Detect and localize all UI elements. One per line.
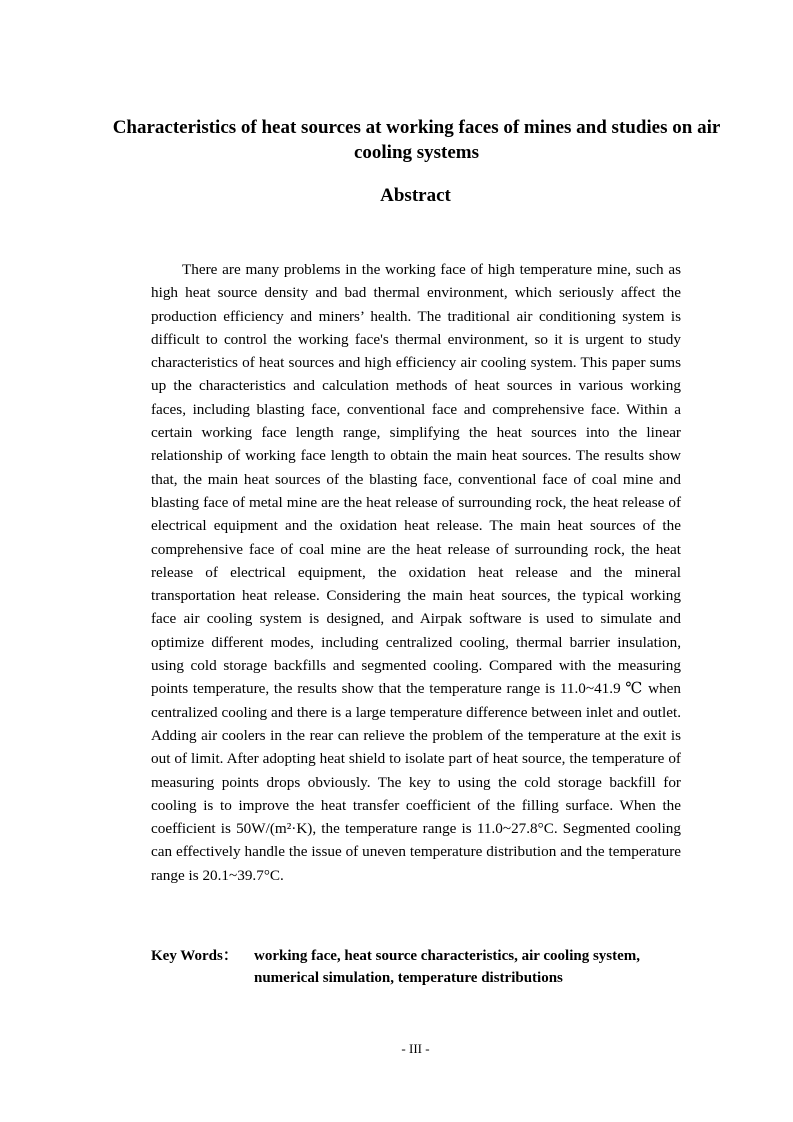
abstract-paragraph: There are many problems in the working face of high temperature mine, such as high heat source density and bad thermal environment, which seriously affect the production efficiency and miners’ health. The traditional air conditioning system is difficult to control the working face's thermal environment, so it is urgent to study characteristics of heat sources and high efficiency air cooling system. This paper sums up the characteristics and calculation methods of heat sources in various working faces, including blasting face, conventional face and comprehensive face. Within a certain working face length range, simplifying the heat sources into the linear relationship of working face length to obtain the main heat sources. The results show that, the main heat sources of the blasting face, conventional face of coal mine and blasting face of metal mine are the heat release of surrounding rock, the heat release of electrical equipment and the oxidation heat release. The main heat sources of the comprehensive face of coal mine are the heat release of surrounding rock, the heat release of electrical equipment, the oxidation heat release and the mineral transportation heat release. Considering the main heat sources, the typical working face air cooling system is designed, and Airpak software is used to simulate and optimize different modes, including centralized cooling, thermal barrier insulation, using cold storage backfills and segmented cooling. Compared with the measuring points temperature, the results show that the temperature range is 11.0~41.9 ℃ when centralized cooling and there is a large temperature difference between inlet and outlet. Adding air coolers in the rear can relieve the problem of the temperature at the exit is out of limit. After adopting heat shield to isolate part of heat source, the temperature of measuring points drops obviously. The key to using the cold storage backfill for cooling is to improve the heat transfer coefficient of the filling surface. When the coefficient is 50W/(m²·K), the temperature range is 11.0~27.8°C. Segmented cooling can effectively handle the issue of uneven temperature distribution and the temperature range is 20.1~39.7°C.	[151, 261, 681, 884]
paper-title: Characteristics of heat sources at working faces of mines and studies on air cooling systems	[112, 117, 721, 163]
keywords-label: Key Words：	[151, 948, 238, 964]
keywords-list: working face, heat source characteristics, air cooling system, numerical simulation, temperature distributions	[254, 948, 641, 986]
page-number: - III -	[401, 1041, 430, 1056]
abstract-heading: Abstract	[380, 185, 451, 206]
